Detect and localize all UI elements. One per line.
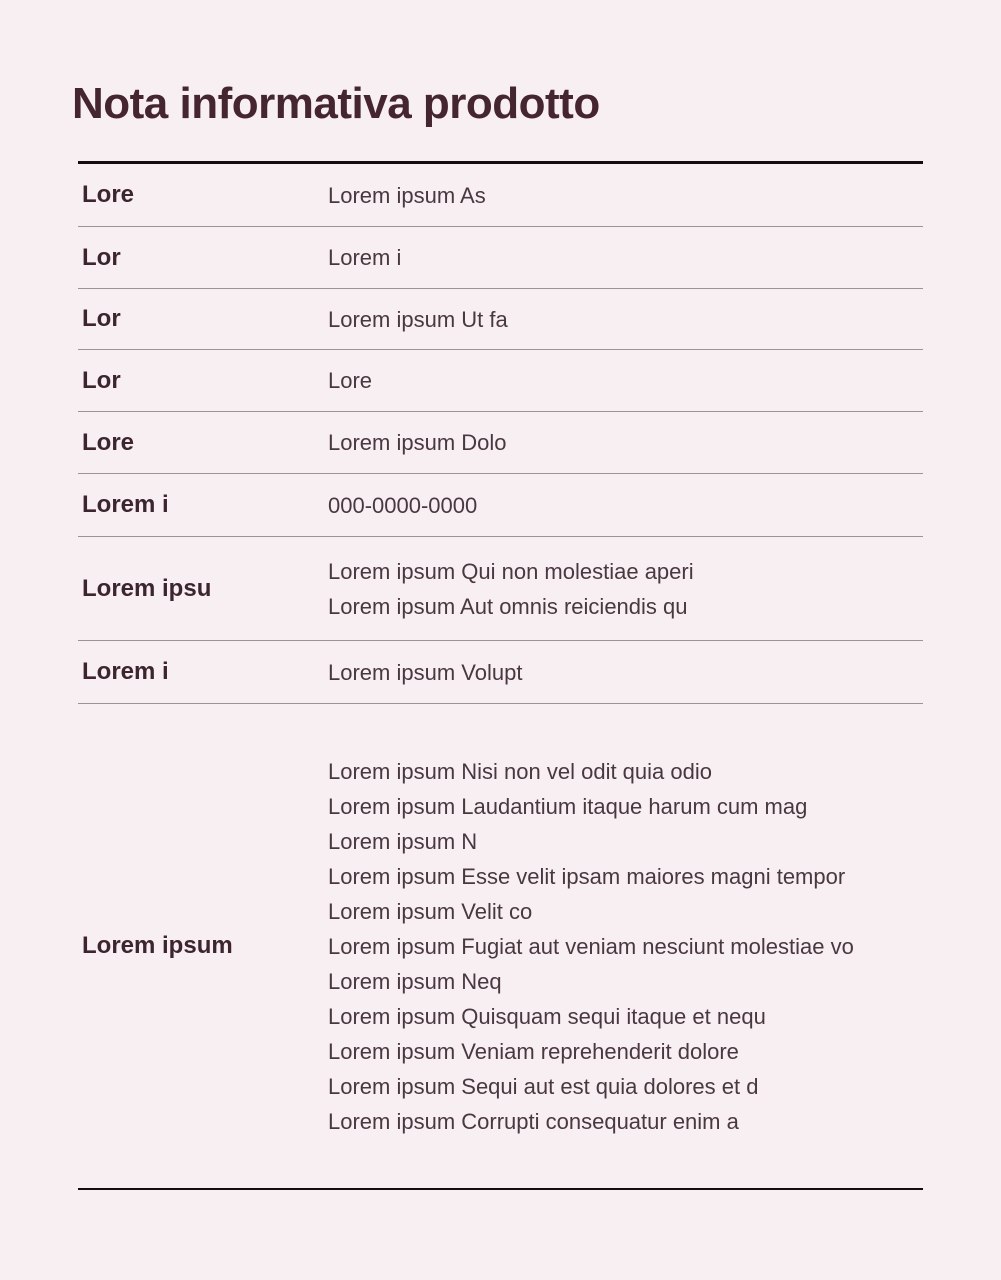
row-values: [328, 488, 923, 523]
table-row: [78, 289, 923, 350]
table-row: [78, 474, 923, 537]
table-row: [78, 537, 923, 641]
row-value: Lorem ipsum Fugiat aut veniam nesciunt molestiae vo: [328, 933, 854, 959]
row-value: Lorem ipsum Laudantium itaque harum cum mag: [328, 793, 808, 819]
row-value: Lorem ipsum Esse velit ipsam maiores magni tempor: [328, 863, 846, 889]
row-label: Lorem ipsu: [82, 574, 212, 602]
row-value: Lorem ipsum Quisquam sequi itaque et nequ: [328, 1003, 766, 1029]
row-value: Lorem ipsum Qui non molestiae aperi: [328, 558, 694, 584]
table-row: [78, 412, 923, 474]
row-values: [328, 655, 923, 690]
row-label: Lorem i: [82, 658, 169, 685]
row-label: Lorem ipsum: [82, 932, 233, 959]
row-label: Lore: [82, 428, 135, 456]
table-row: [78, 164, 923, 227]
table-row: [78, 704, 923, 1188]
row-label: Lor: [82, 305, 121, 332]
row-value: Lorem i: [328, 245, 402, 270]
row-value: Lorem ipsum Veniam reprehenderit dolore: [328, 1038, 739, 1064]
row-label: Lore: [82, 181, 135, 208]
row-values: [328, 363, 923, 398]
row-value: Lorem ipsum Neq: [328, 968, 502, 994]
row-value: Lorem ipsum Sequi aut est quia dolores et d: [328, 1073, 759, 1099]
row-value: 000-0000-0000: [328, 492, 478, 518]
row-values: [328, 425, 923, 460]
row-value: Lorem ipsum Velit co: [328, 898, 533, 924]
row-label: Lor: [82, 366, 121, 394]
row-value: Lorem ipsum Volupt: [328, 659, 523, 685]
page-title: Nota informativa prodotto: [72, 79, 600, 128]
row-value: Lore: [328, 368, 373, 393]
row-values: [328, 554, 923, 624]
row-value: Lorem ipsum Dolo: [328, 430, 507, 455]
row-values: [328, 754, 923, 1139]
row-label: Lor: [82, 243, 121, 271]
row-label: Lorem i: [82, 491, 169, 518]
table-row: [78, 227, 923, 289]
row-value: Lorem ipsum Aut omnis reiciendis qu: [328, 593, 688, 619]
row-value: Lorem ipsum Nisi non vel odit quia odio: [328, 758, 712, 784]
row-value: Lorem ipsum Corrupti consequatur enim a: [328, 1108, 739, 1134]
row-value: Lorem ipsum As: [328, 182, 486, 208]
row-values: [328, 178, 923, 213]
table-row: [78, 641, 923, 704]
row-value: Lorem ipsum N: [328, 828, 478, 854]
table-row: [78, 350, 923, 412]
row-values: [328, 240, 923, 275]
row-value: Lorem ipsum Ut fa: [328, 306, 508, 332]
row-values: [328, 302, 923, 337]
info-table: [78, 161, 923, 1190]
